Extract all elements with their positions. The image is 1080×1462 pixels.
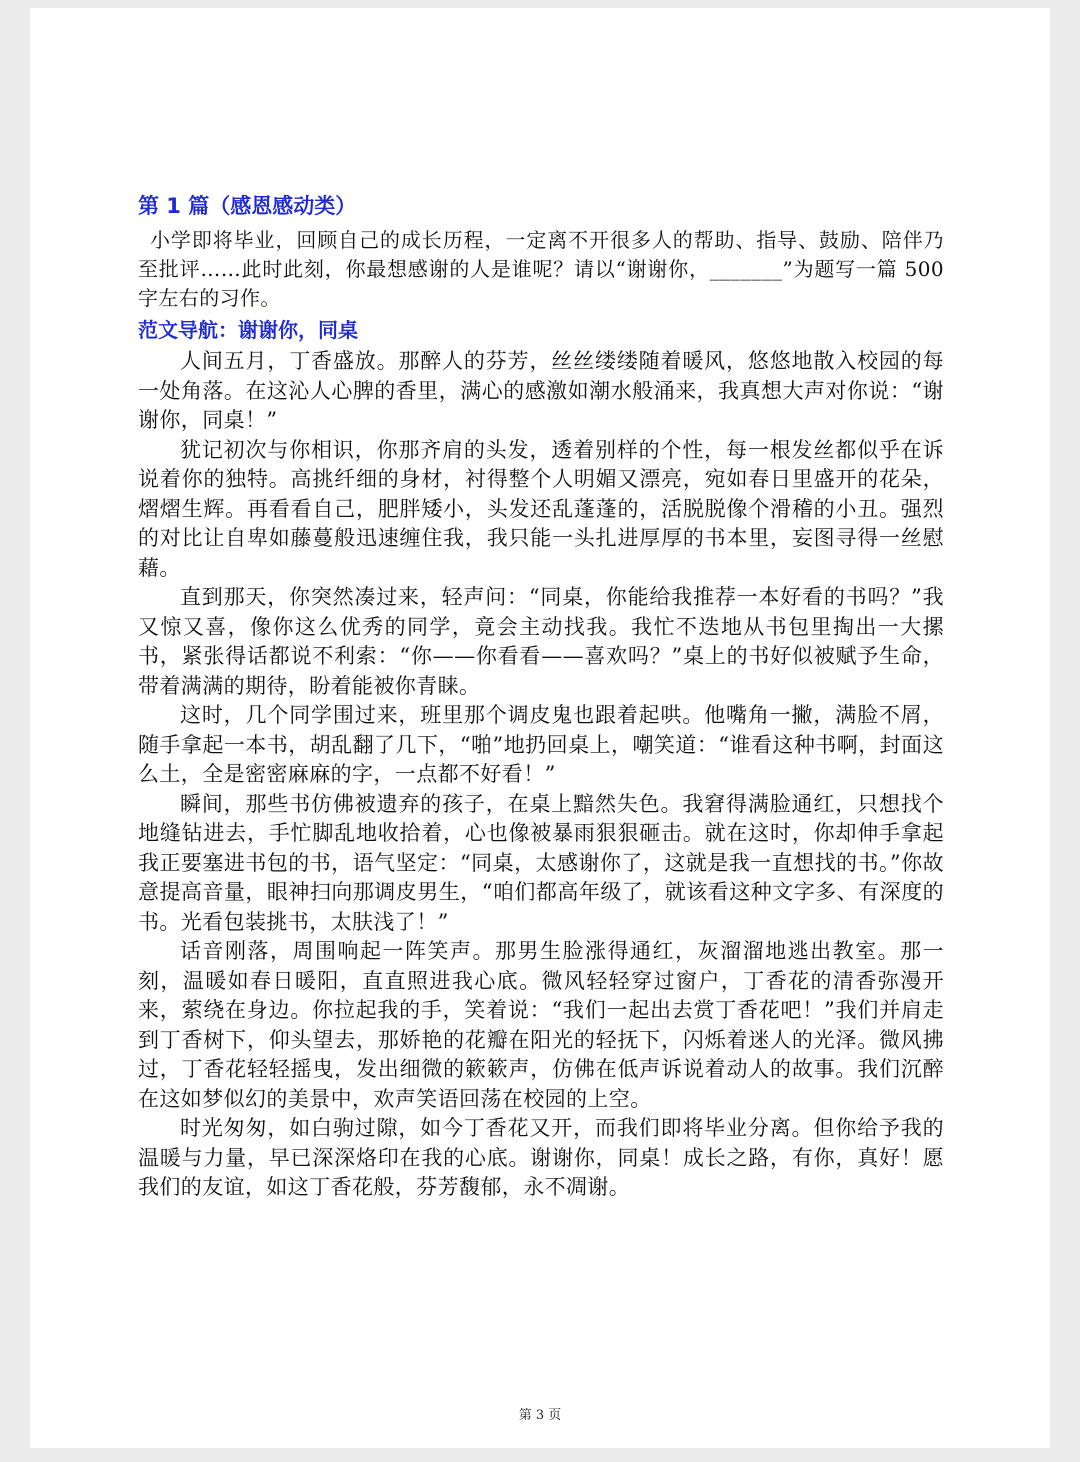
document-page bbox=[30, 8, 1050, 1448]
section-heading: 第 1 篇（感恩感动类） bbox=[138, 194, 357, 218]
document-content bbox=[138, 190, 944, 1203]
essay-paragraph: 时光匆匆，如白驹过隙，如今丁香花又开，而我们即将毕业分离。但你给予我的温暖与力量，早已深深烙印在我的心底。谢谢你，同桌！成长之路，有你，真好！愿我们的友谊，如这丁香花般，芬芳馥郁，永不凋谢。 bbox=[138, 1116, 944, 1199]
page-number: 第 3 页 bbox=[518, 1408, 562, 1423]
essay-paragraph: 直到那天，你突然凑过来，轻声问：“同桌，你能给我推荐一本好看的书吗？”我又惊又喜，像你这么优秀的同学，竟会主动找我。我忙不迭地从书包里掏出一大摞书，紧张得话都说不利索：“你——你看看——喜欢吗？”桌上的书好似被赋予生命，带着满满的期待，盼着能被你青睐。 bbox=[138, 585, 944, 698]
essay-paragraph: 人间五月，丁香盛放。那醉人的芬芳，丝丝缕缕随着暖风，悠悠地散入校园的每一处角落。在这沁人心脾的香里，满心的感激如潮水般涌来，我真想大声对你说：“谢谢你，同桌！” bbox=[138, 349, 944, 432]
essay-body bbox=[138, 347, 944, 1203]
model-essay-heading: 范文导航：谢谢你，同桌 bbox=[138, 318, 358, 342]
essay-paragraph: 瞬间，那些书仿佛被遗弃的孩子，在桌上黯然失色。我窘得满脸通红，只想找个地缝钻进去，手忙脚乱地收拾着，心也像被暴雨狠狠砸击。就在这时，你却伸手拿起我正要塞进书包的书，语气坚定：“同桌，太感谢你了，这就是我一直想找的书。”你故意提高音量，眼神扫向那调皮男生，“咱们都高年级了，就该看这种文字多、有深度的书。光看包装挑书，太肤浅了！” bbox=[138, 791, 944, 934]
essay-paragraph: 犹记初次与你相识，你那齐肩的头发，透着别样的个性，每一根发丝都似乎在诉说着你的独特。高挑纤细的身材，衬得整个人明媚又漂亮，宛如春日里盛开的花朵，熠熠生辉。再看看自己，肥胖矮小，头发还乱蓬蓬的，活脱脱像个滑稽的小丑。强烈的对比让自卑如藤蔓般迅速缠住我，我只能一头扎进厚厚的书本里，妄图寻得一丝慰藉。 bbox=[138, 437, 944, 580]
writing-prompt: 小学即将毕业，回顾自己的成长历程，一定离不开很多人的帮助、指导、鼓励、陪伴乃至批评……此时此刻，你最想感谢的人是谁呢？请以“谢谢你，_______”为题写一篇 500 字左右的习作。 bbox=[138, 228, 944, 310]
essay-paragraph: 这时，几个同学围过来，班里那个调皮鬼也跟着起哄。他嘴角一撇，满脸不屑，随手拿起一本书，胡乱翻了几下，“啪”地扔回桌上，嘲笑道：“谁看这种书啊，封面这么土，全是密密麻麻的字，一点都不好看！” bbox=[138, 703, 944, 786]
essay-paragraph: 话音刚落，周围响起一阵笑声。那男生脸涨得通红，灰溜溜地逃出教室。那一刻，温暖如春日暖阳，直直照进我心底。微风轻轻穿过窗户，丁香花的清香弥漫开来，萦绕在身边。你拉起我的手，笑着说：“我们一起出去赏丁香花吧！”我们并肩走到丁香树下，仰头望去，那娇艳的花瓣在阳光的轻抚下，闪烁着迷人的光泽。微风拂过，丁香花轻轻摇曳，发出细微的簌簌声，仿佛在低声诉说着动人的故事。我们沉醉在这如梦似幻的美景中，欢声笑语回荡在校园的上空。 bbox=[138, 939, 944, 1111]
